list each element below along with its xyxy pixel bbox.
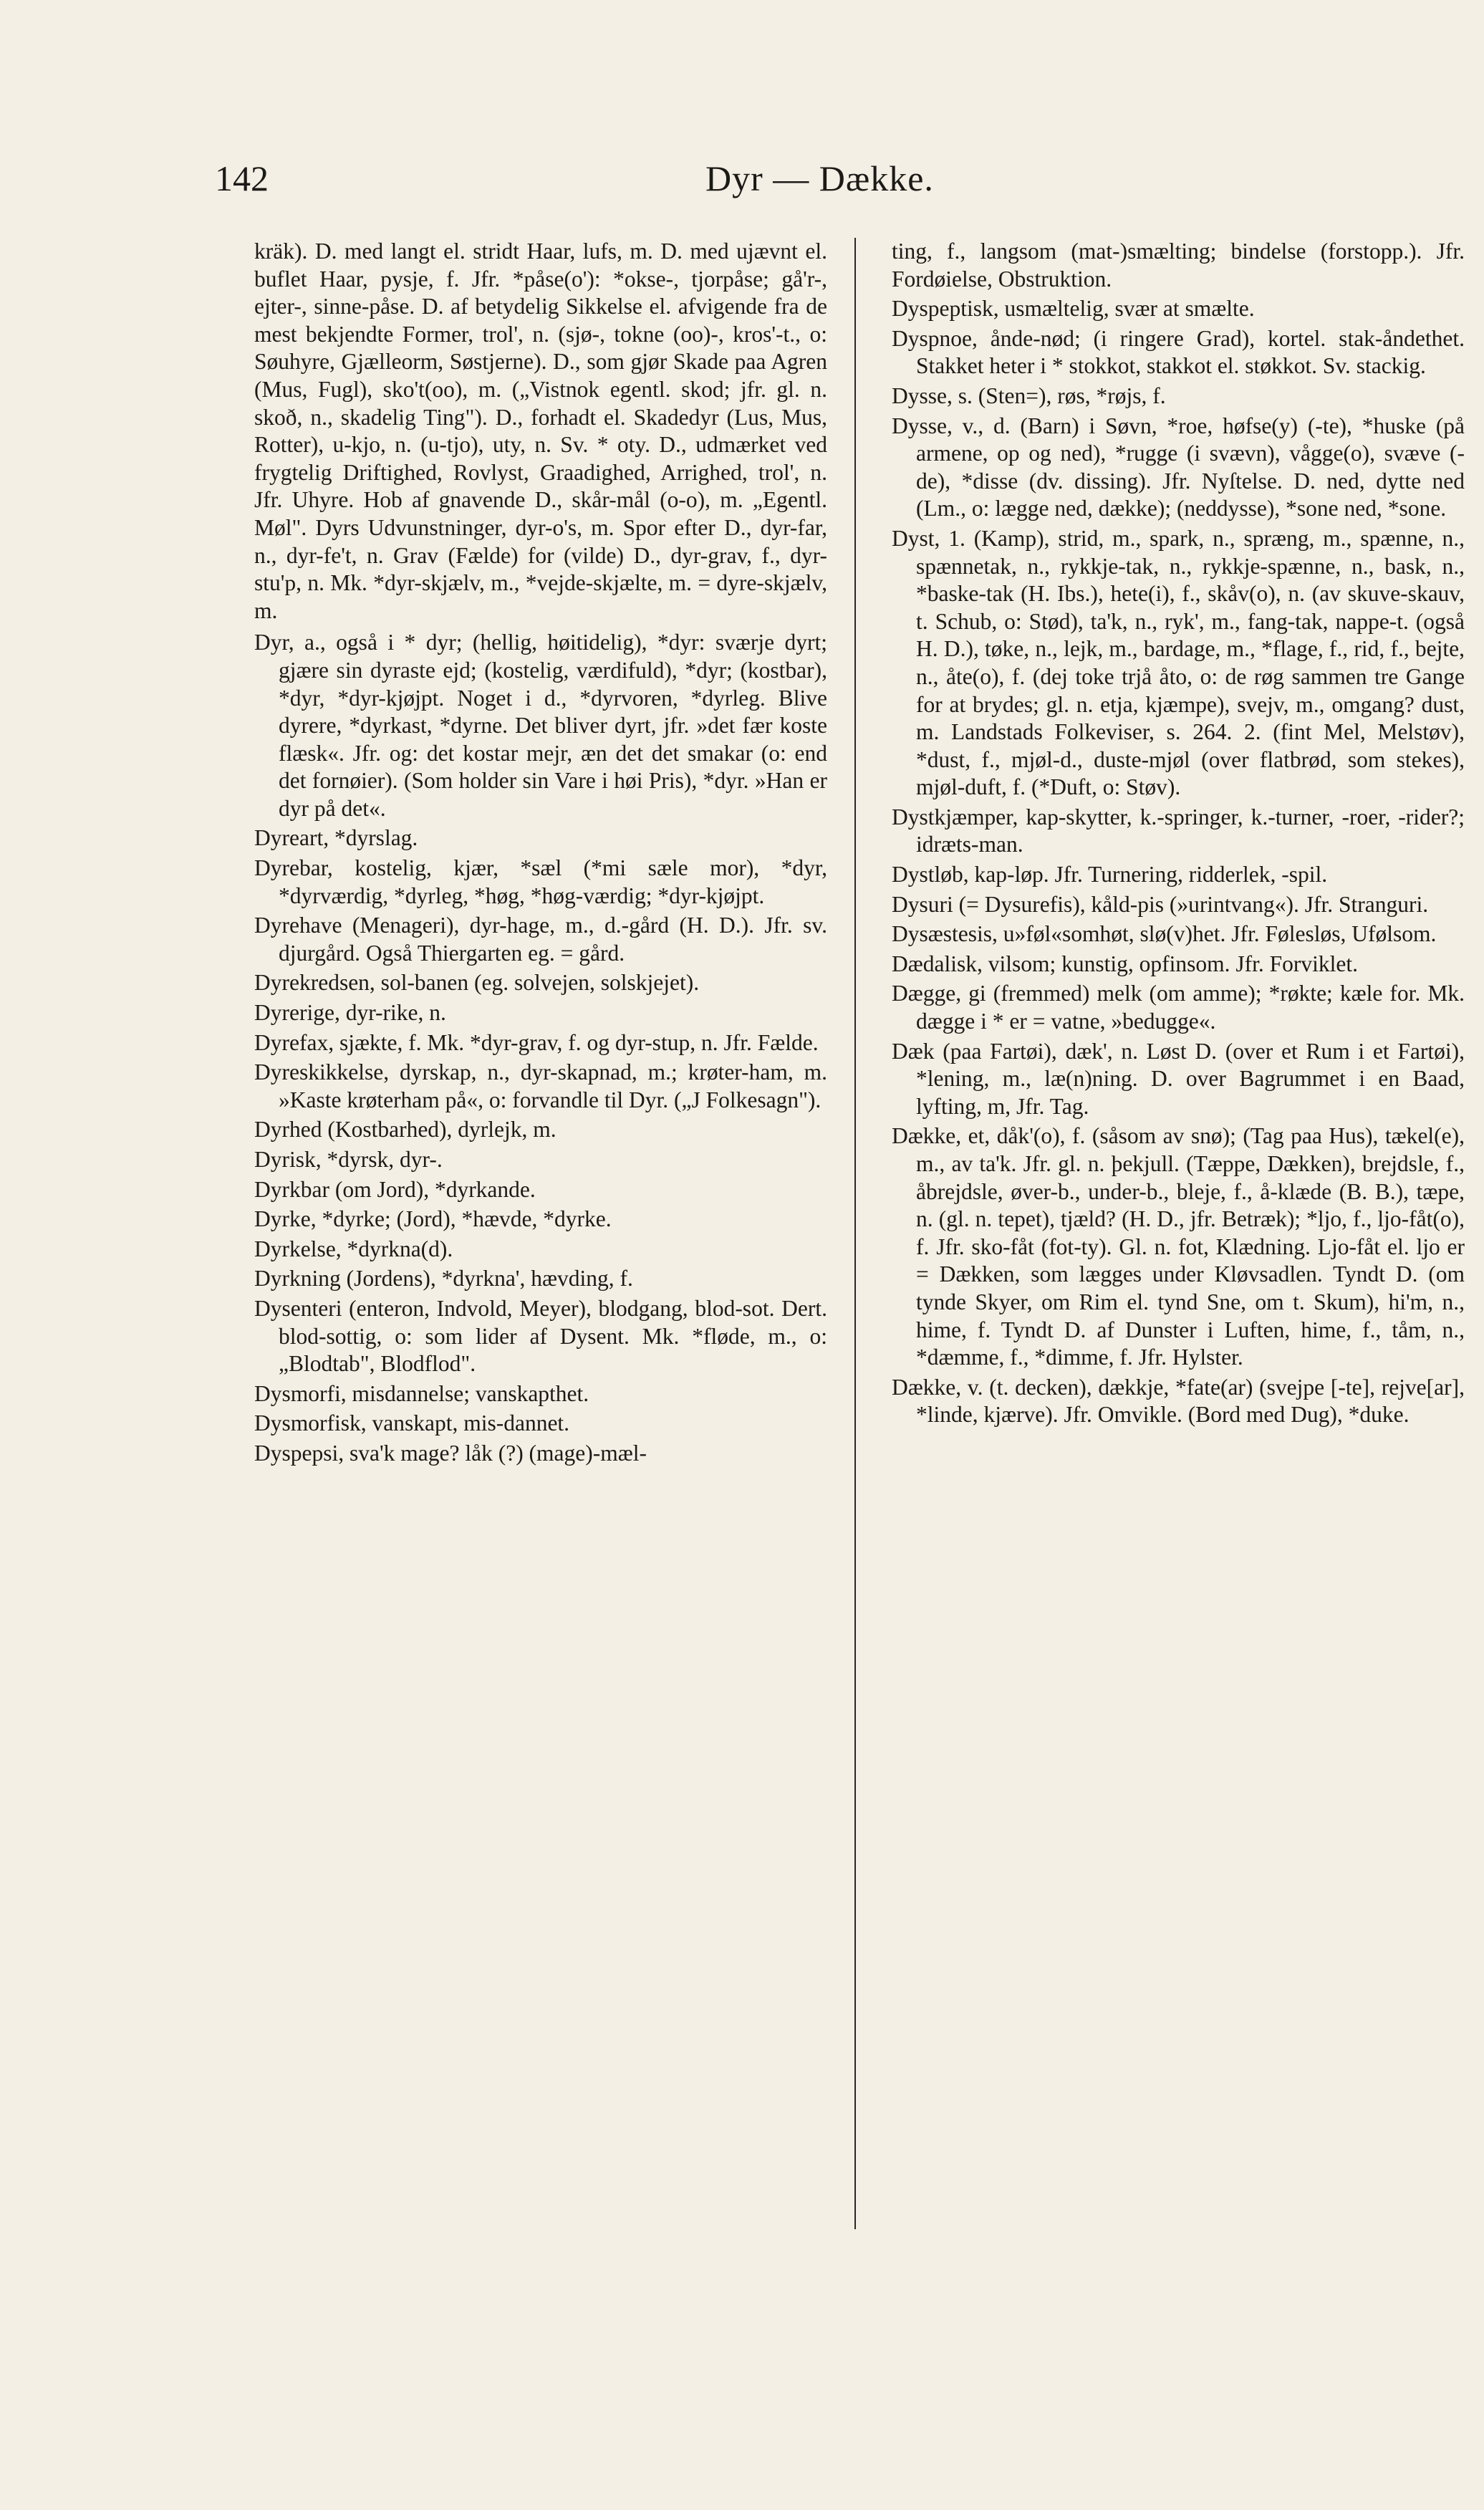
left-column	[254, 238, 827, 1470]
dictionary-entry: kräk). D. med langt el. stridt Haar, lufs, m. D. med ujævnt el. buflet Haar, pysje, f. Jfr. *påse(o'): *okse-, tjorpåse; gå'r-, ejter-, sinne-påse. D. af betydelig Sikkelse el. afvigende fra de mest bekjendte Former, trol', n. (sjø-, tokne (oo)-, kros'-t., o: Søuhyre, Gjælleorm, Søstjerne). D., som gjør Skade paa Agren (Mus, Fugl), sko't(oo), m. („Vistnok egentl. skod; jfr. gl. n. skoð, n., skadelig Ting"). D., forhadt el. Skadedyr (Lus, Mus, Rotter), u-kjo, n. (u-tjo), uty, n. Sv. * oty. D., udmærket ved frygtelig Driftighed, Rovlyst, Graadighed, Arrighed, trol', n. Jfr. Uhyre. Hob af gnavende D., skår-mål (o-o), m. „Egentl. Møl". Dyrs Udvunstninger, dyr-o's, m. Spor efter D., dyr-far, n., dyr-fe't, n. Grav (Fælde) for (vilde) D., dyr-grav, f., dyr-stu'p, n. Mk. *dyr-skjælv, m., *vejde-skjælte, m. = dyre-skjælv, m.	[254, 239, 827, 623]
dictionary-entry: Dyst, 1. (Kamp), strid, m., spark, n., spræng, m., spænne, n., spænnetak, n., rykkje-tak, n., rykkje-spænne, n., bask, n., *baske-tak (H. Ibs.), hete(i), f., skåv(o), n. (av skuve-skauv, t. Schub, o: Stød), ta'k, n., ryk', m., fang-tak, nappe-t. (også H. D.), tøke, n., lejk, m., bardage, m., *flage, f., rid, f., bejte, n., åte(o), f. (dej toke trjå åto, o: de røg sammen tre Gange for at brydes; gl. n. etja, kjæmpe), svejv, m., omgang? dust, m. Landstads Folkeviser, s. 264. 2. (fint Mel, Melstøv), *dust, f., mjøl-d., duste-mjøl (over flatbrød, som stekes), mjøl-duft, f. (*Duft, o: Støv).	[892, 525, 1465, 800]
page-header	[0, 158, 1484, 208]
dictionary-entry: Dyr, a., også i * dyr; (hellig, høitidelig), *dyr: sværje dyrt; gjære sin dyraste ejd; (kostelig, værdifuld), *dyr; (kostbar), *dyr, *dyr-kjøjpt. Noget i d., *dyrvoren, *dyrleg. Blive dyrere, *dyrkast, *dyrne. Det bliver dyrt, jfr. »det fær koste flæsk«. Jfr. og: det kostar mejr, æn det det smakar (o: end det fornøier). (Som holder sin Vare i høi Pris), *dyr. »Han er dyr på det«.	[254, 630, 827, 821]
dictionary-entry: Dysæstesis, u»føl«somhøt, slø(v)het. Jfr. Følesløs, Ufølsom.	[892, 921, 1437, 947]
dictionary-entry: ting, f., langsom (mat-)smælting; bindelse (forstopp.). Jfr. Fordøielse, Obstruktion.	[892, 239, 1465, 292]
dictionary-entry: Dysmorfi, misdannelse; vanskapthet.	[254, 1380, 589, 1406]
dictionary-entry: Dæk (paa Fartøi), dæk', n. Løst D. (over et Rum i et Fartøi), *lening, m., læ(n)ning. D. over Bagrummet i en Baad, lyfting, m, Jfr. Tag.	[892, 1038, 1465, 1119]
column-divider	[854, 238, 856, 2229]
dictionary-entry: Dyspeptisk, usmæltelig, svær at smælte.	[892, 296, 1255, 322]
dictionary-entry: Dyspnoe, ånde-nød; (i ringere Grad), kortel. stak-åndethet. Stakket heter i * stokkot, stakkot el. støkkot. Sv. stackig.	[892, 325, 1465, 379]
dictionary-entry: Dyrerige, dyr-rike, n.	[254, 1000, 446, 1026]
page-number: 142	[215, 158, 269, 198]
dictionary-entry: Dyrke, *dyrke; (Jord), *hævde, *dyrke.	[254, 1206, 612, 1232]
dictionary-entry: Dystkjæmper, kap-skytter, k.-springer, k.-turner, -roer, -rider?; idræts-man.	[892, 804, 1465, 857]
dictionary-entry: Dyrehave (Menageri), dyr-hage, m., d.-gård (H. D.). Jfr. sv. djurgård. Også Thiergarten eg. = gård.	[254, 913, 827, 966]
right-column	[892, 238, 1465, 1431]
dictionary-entry: Dyrkning (Jordens), *dyrkna', hævding, f.	[254, 1266, 633, 1292]
running-head: Dyr — Dække.	[705, 158, 934, 198]
dictionary-entry: Dysenteri (enteron, Indvold, Meyer), blodgang, blod-sot. Dert. blod-sottig, o: som lider af Dysent. Mk. *fløde, m., o: „Blodtab", Blodflod".	[254, 1295, 827, 1377]
dictionary-entry: Dyrkelse, *dyrkna(d).	[254, 1236, 453, 1261]
dictionary-entry: Dyreskikkelse, dyrskap, n., dyr-skapnad, m.; krøter-ham, m. »Kaste krøterham på«, o: forvandle til Dyr. („J Folkesagn").	[254, 1059, 827, 1112]
dictionary-entry: Dystløb, kap-løp. Jfr. Turnering, ridderlek, -spil.	[892, 862, 1328, 888]
dictionary-entry: Dyrefax, sjækte, f. Mk. *dyr-grav, f. og dyr-stup, n. Jfr. Fælde.	[254, 1029, 819, 1055]
dictionary-entry: Dægge, gi (fremmed) melk (om amme); *røkte; kæle for. Mk. dægge i * er = vatne, »bedugge«.	[892, 981, 1465, 1034]
dictionary-entry: Dysuri (= Dysurefis), kåld-pis (»urintvang«). Jfr. Stranguri.	[892, 891, 1429, 917]
dictionary-entry: Dække, et, dåk'(o), f. (såsom av snø); (Tag paa Hus), tækel(e), m., av ta'k. Jfr. gl. n. þekjull. (Tæppe, Dækken), brejdsle, f., åbrejdsle, øver-b., under-b., bleje, f., å-klæde (B. B.), tæpe, n. (gl. n. tepet), tjæld? (H. D., jfr. Betræk); *ljo, f., ljo-fåt(o), f. Jfr. sko-fåt (fot-ty). Gl. n. fot, Klædning. Ljo-fåt el. ljo er = Dækken, som lægges under Kløvsadlen. Tyndt D. (om tynde Skyer, om Rim el. tynd Sne, om t. Skum), hi'm, n., hime, f. Tyndt D. af Dunster i Luften, hime, f., tåm, n., *dæmme, f., *dimme, f. Jfr. Hylster.	[892, 1123, 1465, 1370]
dictionary-entry: Dyrebar, kostelig, kjær, *sæl (*mi sæle mor), *dyr, *dyrværdig, *dyrleg, *høg, *høg-værdig; *dyr-kjøjpt.	[254, 855, 827, 908]
dictionary-entry: Dysmorfisk, vanskapt, mis-dannet.	[254, 1410, 570, 1436]
dictionary-entry: Dyrekredsen, sol-banen (eg. solvejen, solskjejet).	[254, 970, 700, 996]
dictionary-entry: Dyreart, *dyrslag.	[254, 825, 418, 851]
dictionary-entry: Dyrisk, *dyrsk, dyr-.	[254, 1147, 443, 1172]
dictionary-entry: Dække, v. (t. decken), dækkje, *fate(ar) (svejpe [-te], rejve[ar], *linde, kjærve). Jfr. Omvikle. (Bord med Dug), *duke.	[892, 1374, 1465, 1428]
dictionary-entry: Dyspepsi, sva'k mage? låk (?) (mage)-mæl-	[254, 1440, 647, 1466]
dictionary-entry: Dysse, s. (Sten=), røs, *røjs, f.	[892, 383, 1166, 408]
dictionary-entry: Dædalisk, vilsom; kunstig, opfinsom. Jfr. Forviklet.	[892, 951, 1359, 976]
dictionary-entry: Dysse, v., d. (Barn) i Søvn, *roe, høfse(y) (-te), *huske (på armene, op og ned), *rugge (i svævn), vågge(o), svæve (-de), *disse (dv. dissing). Jfr. Nyſtelse. D. ned, dytte ned (Lm., o: lægge ned, dække); (neddysse), *sone ned, *sone.	[892, 413, 1465, 521]
dictionary-entry: Dyrhed (Kostbarhed), dyrlejk, m.	[254, 1117, 556, 1143]
dictionary-entry: Dyrkbar (om Jord), *dyrkande.	[254, 1176, 536, 1202]
